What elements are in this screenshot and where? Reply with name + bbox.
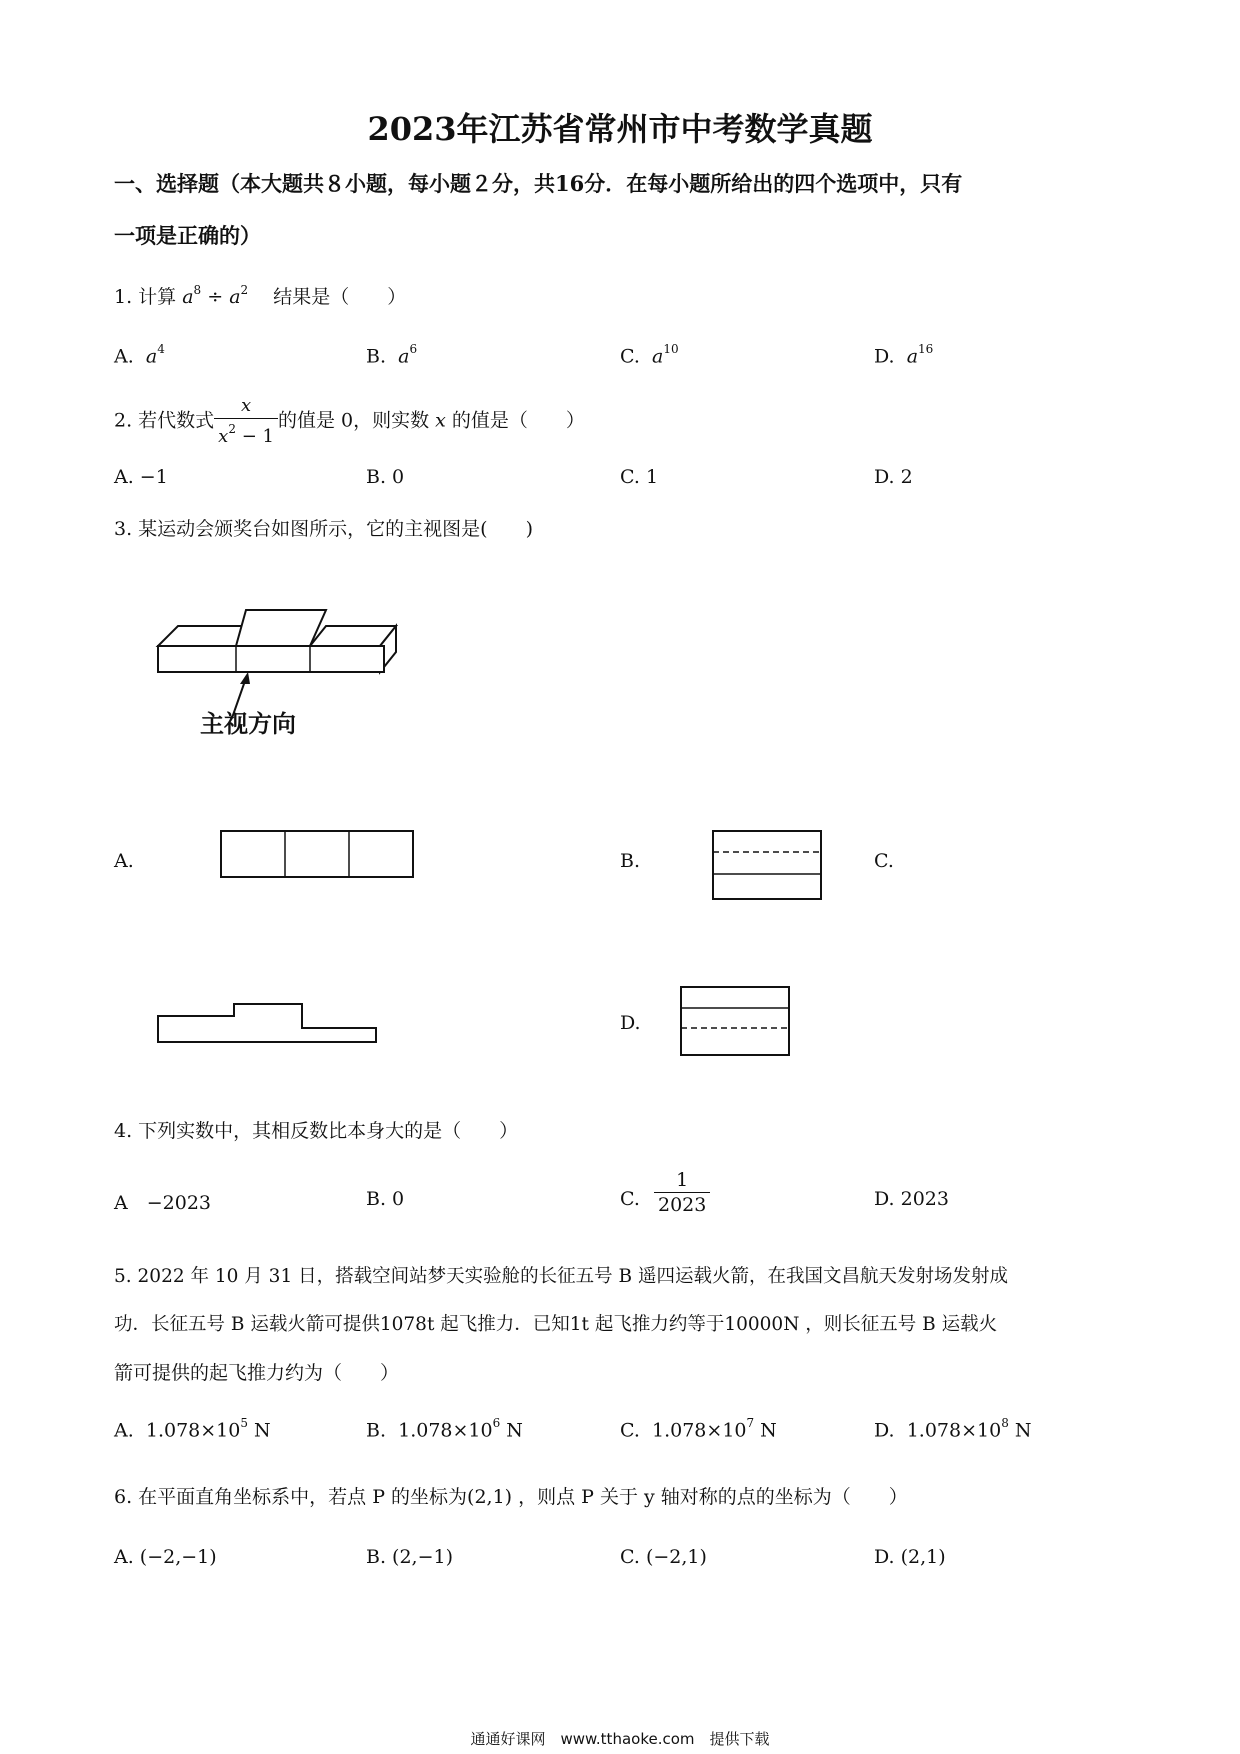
q1-exp-2: 2 [240,282,249,297]
option-exp: 7 [746,1416,755,1430]
page-title: 2023年江苏省常州市中考数学真题 [367,110,873,148]
option-label: C. [620,345,640,368]
q3-option-a-label: A. [114,850,134,872]
q2-variable: x [435,409,446,432]
q6-option-c: C. (−2,1) [620,1546,707,1568]
section-heading-line2: 一项是正确的） [114,223,261,248]
q5-option-b [366,1418,523,1441]
option-exp: 6 [409,342,418,356]
option-unit: N [500,1419,523,1442]
q2-den-exp: 2 [228,422,236,436]
q2-option-b: B. 0 [366,466,405,488]
option-mantissa: 1.078×10 [652,1419,747,1442]
q1-base-1: a [182,286,194,308]
q4-c-denominator: 2023 [658,1194,707,1216]
question-2-tail: 的值是（ ） [451,409,585,432]
q5-option-a [114,1418,271,1441]
question-1-tail: 结果是（ ） [254,286,407,308]
q2-option-a: A. −1 [114,466,168,488]
q6-option-a: A. (−2,−1) [114,1546,217,1568]
footer-watermark: 通通好课网 www.tthaoke.com 提供下载 [470,1730,770,1748]
question-5-line1: 5. 2022 年 10 月 31 日，搭载空间站梦天实验舱的长征五号 B 遥四运载火箭，在我国文昌航天发射场发射成 [114,1266,1008,1287]
podium-center-top [236,610,326,646]
option-unit: N [248,1419,271,1442]
q5-option-d [874,1418,1032,1441]
q2-fraction [214,394,278,449]
q2-option-d: D. 2 [874,466,913,488]
q3-option-d-label: D. [620,1012,641,1034]
option-label: C. [620,1419,640,1442]
q4-option-d: D. 2023 [874,1188,949,1210]
q4-c-numerator: 1 [654,1168,710,1193]
option-label: D. [874,345,895,368]
q2-den-tail: − 1 [235,426,274,447]
q4-option-b: B. 0 [366,1188,405,1210]
q3-option-a-figure [220,830,416,880]
q5-option-c [620,1418,777,1441]
q3-option-d-figure [680,986,792,1058]
question-2-mid: 的值是 0，则实数 [277,409,430,432]
option-mantissa: 1.078×10 [145,1419,241,1442]
q3-option-c-figure [156,1000,380,1046]
option-mantissa: 1.078×10 [398,1419,493,1442]
question-1-prefix: 1. 计算 [114,286,177,308]
question-2 [114,394,585,449]
option-base: a [652,345,664,368]
question-3: 3. 某运动会颁奖台如图所示，它的主视图是( ) [114,518,533,540]
q6-option-d: D. (2,1) [874,1546,946,1568]
q4-option-a: A −2023 [114,1192,211,1214]
option-exp: 4 [157,342,165,356]
option-unit: N [754,1419,777,1442]
question-5-line2: 功．长征五号 B 运载火箭可提供1078t 起飞推力．已知1t 起飞推力约等于10000N ，则长征五号 B 运载火 [114,1314,998,1335]
q6-option-b: B. (2,−1) [366,1546,454,1568]
option-label: B. [366,1419,387,1442]
direction-arrow-head [240,672,250,684]
q1-option-d [874,344,933,367]
option-exp: 10 [663,342,679,356]
q1-option-c [620,344,679,367]
option-label: A. [114,345,134,368]
option-exp: 6 [492,1416,501,1430]
option-label: A. [114,1419,134,1442]
option-exp: 16 [918,342,934,356]
option-base: a [906,345,919,368]
podium-front [158,646,384,672]
q1-exp-1: 8 [193,282,202,297]
q2-den-base: x [218,426,229,447]
section-heading-line1: 一、选择题（本大题共８小题，每小题２分，共16分．在每小题所给出的四个选项中，只有 [114,171,963,196]
option-mantissa: 1.078×10 [906,1419,1002,1442]
question-2-head: 2. 若代数式 [114,409,215,432]
option-label: B. [366,345,387,368]
option-exp: 8 [1001,1416,1009,1430]
q4-option-c-label: C. [620,1188,640,1210]
option-unit: N [1008,1419,1032,1442]
option-base: a [145,345,158,368]
q1-operator: ÷ [201,286,230,308]
q1-base-2: a [229,286,241,308]
q4-option-c-fraction [654,1168,710,1217]
q2-fraction-numerator: x [214,394,278,419]
option-label: D. [874,1419,895,1442]
view-direction-label: 主视方向 [200,710,296,738]
q1-option-a [114,344,165,367]
q2-option-c: C. 1 [620,466,659,488]
option-base: a [398,345,410,368]
question-1 [114,282,406,309]
q3-option-b-label: B. [620,850,641,872]
q3-option-b-figure [712,830,824,902]
q3-option-c-label: C. [874,850,894,872]
q2-fraction-denominator [214,419,278,449]
question-5-line3: 箭可提供的起飞推力约为（ ） [114,1362,400,1384]
podium-left-top [158,626,242,646]
option-exp: 5 [240,1416,248,1430]
question-4: 4. 下列实数中，其相反数比本身大的是（ ） [114,1120,519,1142]
question-6: 6. 在平面直角坐标系中，若点 P 的坐标为(2,1) ，则点 P 关于 y 轴对称的点的坐标为（ ） [114,1486,908,1508]
q1-option-b [366,344,417,367]
